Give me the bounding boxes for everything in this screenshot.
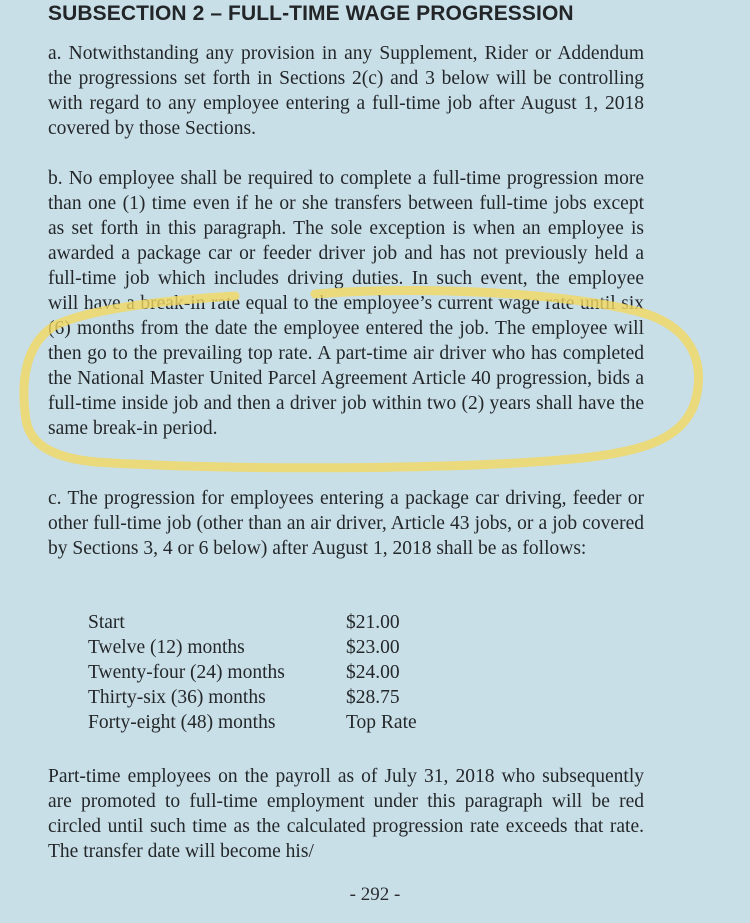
- table-row: [88, 635, 466, 660]
- row-label: Thirty-six (36) months: [88, 687, 266, 708]
- row-rate: Top Rate: [346, 712, 417, 733]
- row-rate: $28.75: [346, 687, 400, 708]
- table-row: [88, 610, 466, 635]
- paragraph-part-time: Part-time employees on the payroll as of July 31, 2018 who subsequently are promoted to full-time employment under this paragraph will be red circled until such time as the calculated progression rate exceeds that rate. The transfer date will become his/: [48, 766, 644, 862]
- table-row: [88, 685, 466, 710]
- paragraph-b: b. No employee shall be required to complete a full-time progression more than one (1) time even if he or she transfers between full-time jobs except as set forth in this paragraph. The sole exception is when an employee is awarded a package car or feeder driver job and has not previously held a full-time job which includes driving duties. In such event, the employee will have a break-in rate equal to the employee’s current wage rate until six (6) months from the date the employee entered the job. The employee will then go to the prevailing top rate. A part-time air driver who has completed the National Master United Parcel Agreement Article 40 progression, bids a full-time inside job and then a driver job within two (2) years shall have the same break-in period.: [48, 168, 644, 439]
- row-label: Start: [88, 612, 125, 633]
- page-number: - 292 -: [349, 884, 401, 905]
- paragraph-c: c. The progression for employees entering a package car driving, feeder or other full-time job (other than an air driver, Article 43 jobs, or a job covered by Sections 3, 4 or 6 below) after August 1, 2018 shall be as follows:: [48, 488, 644, 559]
- row-rate: $24.00: [346, 662, 400, 683]
- wage-progression-table: [88, 610, 466, 735]
- row-rate: $23.00: [346, 637, 400, 658]
- table-row: [88, 710, 466, 735]
- row-label: Twenty-four (24) months: [88, 662, 285, 683]
- paragraph-a: a. Notwithstanding any provision in any Supplement, Rider or Addendum the progressions set forth in Sections 2(c) and 3 below will be controlling with regard to any employee entering a full-time job after August 1, 2018 covered by those Sections.: [48, 43, 644, 139]
- row-label: Forty-eight (48) months: [88, 712, 276, 733]
- table-row: [88, 660, 466, 685]
- subsection-heading: SUBSECTION 2 – FULL-TIME WAGE PROGRESSION: [48, 2, 574, 25]
- row-rate: $21.00: [346, 612, 400, 633]
- row-label: Twelve (12) months: [88, 637, 245, 658]
